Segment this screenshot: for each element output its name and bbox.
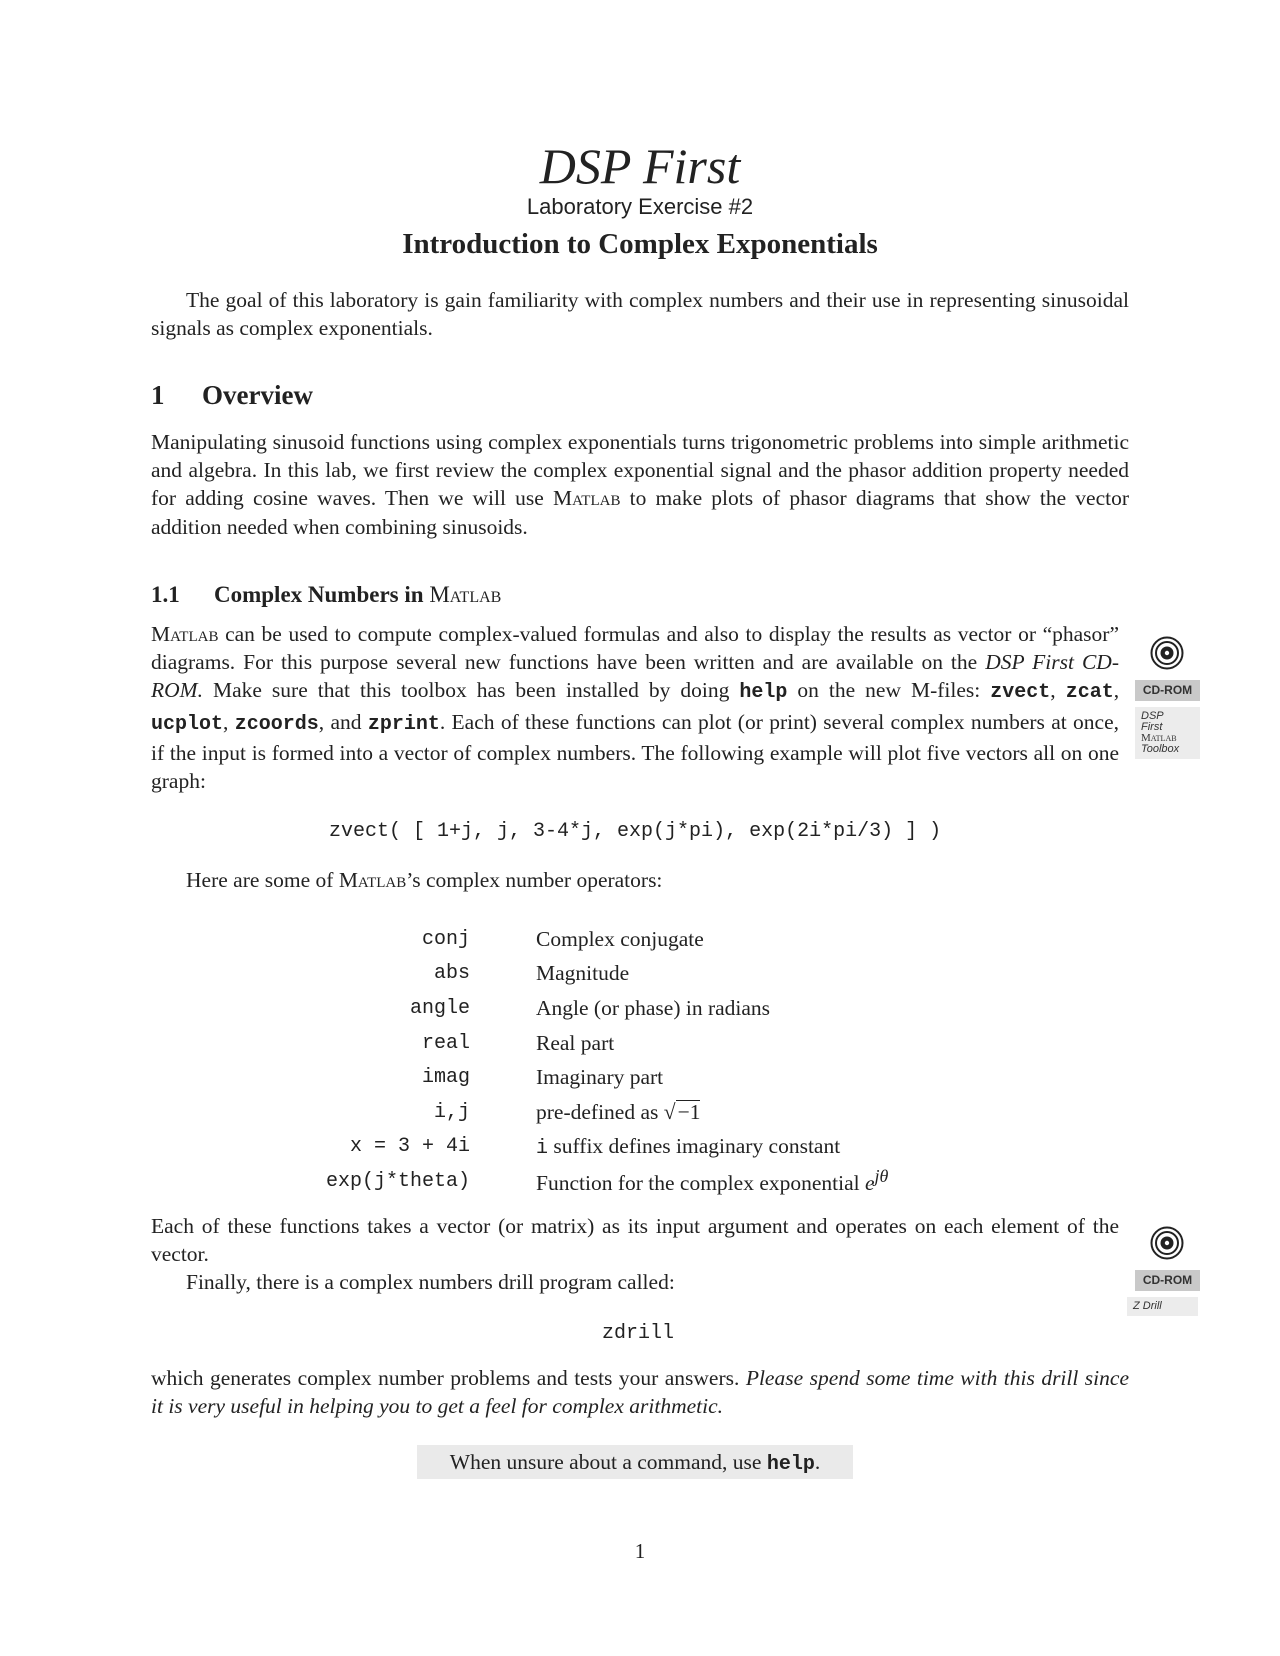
file-zprint: zprint — [367, 712, 440, 736]
toolbox-line: Matlab — [1141, 732, 1177, 744]
document-heading: Introduction to Complex Exponentials — [402, 228, 878, 260]
section-1-1-matlab: Matlab — [429, 582, 502, 607]
cdrom-ref: DSP First CD-ROM. — [151, 650, 1119, 703]
overview-text-a: Manipulating sinusoid functions using complex exponentials turns trigonometric problems into simple arithmetic and algebra. In this lab, we first review the complex exponential signal and the phasor addition property needed for adding cosine waves. Then we will use — [151, 430, 1129, 511]
ops-intro-a: Here are some of — [186, 868, 334, 892]
file-ucplot: ucplot — [151, 712, 224, 736]
drill-code-block — [0, 1320, 1280, 1348]
operator-description-text: suffix defines imaginary constant — [553, 1133, 841, 1158]
operator-description — [536, 1164, 1000, 1199]
file-zcoords: zcoords — [234, 712, 319, 736]
table-row — [300, 991, 1000, 1026]
toolbox-line: Toolbox — [1141, 743, 1180, 755]
sqrt-argument: −1 — [677, 1099, 701, 1124]
note-period: . — [814, 1450, 821, 1474]
note-text: When unsure about a command, use — [449, 1450, 762, 1474]
operators-intro — [186, 866, 1086, 894]
p1-text-a: can be used to compute complex-valued formulas and also to display the results as vector or “phasor” diagrams. For this purpose several new functions have been written and are available on the — [151, 622, 1119, 675]
document-subtitle: Laboratory Exercise #2 — [526, 194, 754, 219]
overview-paragraph — [151, 428, 1129, 541]
cdrom-label: CD-ROM — [1135, 680, 1200, 701]
operator-name: imag — [421, 1066, 470, 1090]
operator-description: Complex conjugate — [536, 926, 704, 951]
i-suffix-code: i — [536, 1136, 549, 1160]
operator-description — [536, 1130, 1000, 1165]
operator-name: angle — [409, 996, 470, 1020]
drill-code: zdrill — [601, 1322, 674, 1345]
help-command: help — [739, 681, 788, 705]
help-command: help — [766, 1453, 815, 1476]
matlab-name: Matlab — [151, 622, 219, 646]
example-code: zvect( [ 1+j, j, 3-4*j, exp(j*pi), exp(2i*pi/3) ] ) — [329, 820, 942, 843]
file-zvect: zvect — [990, 681, 1051, 705]
exp-power: jθ — [874, 1166, 889, 1187]
drill-text: which generates complex number problems and tests your answers. — [151, 1366, 740, 1390]
cdrom-label: CD-ROM — [1135, 1270, 1200, 1291]
overview-text-b: to make plots of phasor diagrams that show the vector addition needed when combining sinusoids. — [151, 486, 1130, 539]
drill-paragraph — [151, 1364, 1129, 1420]
section-1-number: 1 — [151, 380, 165, 410]
table-row — [300, 1095, 1000, 1130]
p1-text-d: . Each of these functions can plot (or print) several complex numbers at once, if the input is formed into a vector of complex numbers. The following example will plot five vectors all on one graph: — [151, 709, 1120, 794]
table-row — [300, 1026, 1000, 1061]
operator-name: exp(j*theta) — [325, 1169, 470, 1193]
p1-text-c: on the new M-files: — [797, 678, 981, 703]
table-row — [300, 1164, 1000, 1199]
operator-description: Real part — [536, 1030, 615, 1055]
matlab-name: Matlab — [338, 868, 407, 892]
operator-description-text: Function for the complex exponential — [536, 1171, 860, 1196]
table-row — [300, 1130, 1000, 1165]
section-1-title: Overview — [202, 380, 313, 410]
file-zcat: zcat — [1065, 681, 1114, 705]
exp-base: e — [865, 1171, 875, 1196]
functions-paragraph: Each of these functions takes a vector (or matrix) as its input argument and operates on each element of the vector. — [151, 1214, 1119, 1267]
cdrom-zdrill-note — [1135, 1226, 1200, 1316]
operator-description: pre-defined as √−1 — [536, 1099, 701, 1124]
matlab-name: Matlab — [553, 486, 621, 511]
ops-intro-b: ’s complex number operators: — [406, 868, 663, 892]
toolbox-line: DSP — [1141, 710, 1164, 722]
operator-description-text: pre-defined as — [536, 1099, 659, 1124]
table-row — [300, 957, 1000, 992]
drill-intro: Finally, there is a complex numbers drill program called: — [186, 1270, 675, 1294]
page-number: 1 — [634, 1539, 646, 1563]
operator-name: conj — [421, 927, 470, 951]
toolbox-line: First — [1141, 721, 1163, 733]
operator-name: real — [421, 1031, 470, 1055]
p1-text-b: Make sure that this toolbox has been installed by doing — [212, 678, 730, 703]
section-1-1-title: Complex Numbers in — [214, 582, 424, 607]
drill-emphasis: Please spend some time with this drill since it is very useful in helping you to get a feel for complex arithmetic. — [151, 1366, 1129, 1419]
section-1-1-number: 1.1 — [151, 582, 180, 607]
intro-paragraph: The goal of this laboratory is gain familiarity with complex numbers and their use in representing sinusoidal signals as complex exponentials. — [151, 288, 1129, 341]
operator-name: i,j — [433, 1100, 470, 1124]
complex-numbers-paragraph: Matlab can be used to compute complex-valued formulas and also to display the results as vector or “phasor” diagrams. For this purpose several new functions have been written and are available on the DSP First CD-ROM. Make sure that this toolbox has been installed by doing help on the new M-files: zvect, zcat, ucplot, zcoords, and zprint. Each of these functions can plot (or print) several complex numbers at once, if the input is formed into a vector of complex numbers. The following example will plot five vectors all on one graph: — [151, 622, 1120, 794]
table-row — [300, 1060, 1000, 1095]
operator-description: Magnitude — [536, 961, 630, 986]
toolbox-box — [1135, 707, 1200, 759]
zdrill-box: Z Drill — [1127, 1297, 1198, 1316]
operator-name: x = 3 + 4i — [349, 1135, 470, 1159]
operator-description: Angle (or phase) in radians — [536, 995, 771, 1020]
operator-description: Imaginary part — [536, 1065, 664, 1090]
operators-table — [300, 922, 1000, 1199]
section-1-heading — [151, 378, 313, 412]
table-row — [300, 922, 1000, 957]
section-1-1-heading — [151, 580, 501, 610]
operator-name: abs — [433, 962, 470, 986]
document-title: DSP First — [539, 138, 741, 194]
cd-disc-icon — [1150, 636, 1184, 670]
p1-and: and — [330, 709, 362, 734]
cdrom-toolbox-note — [1135, 636, 1200, 759]
help-note-box — [417, 1445, 853, 1479]
cd-disc-icon — [1150, 1226, 1184, 1260]
